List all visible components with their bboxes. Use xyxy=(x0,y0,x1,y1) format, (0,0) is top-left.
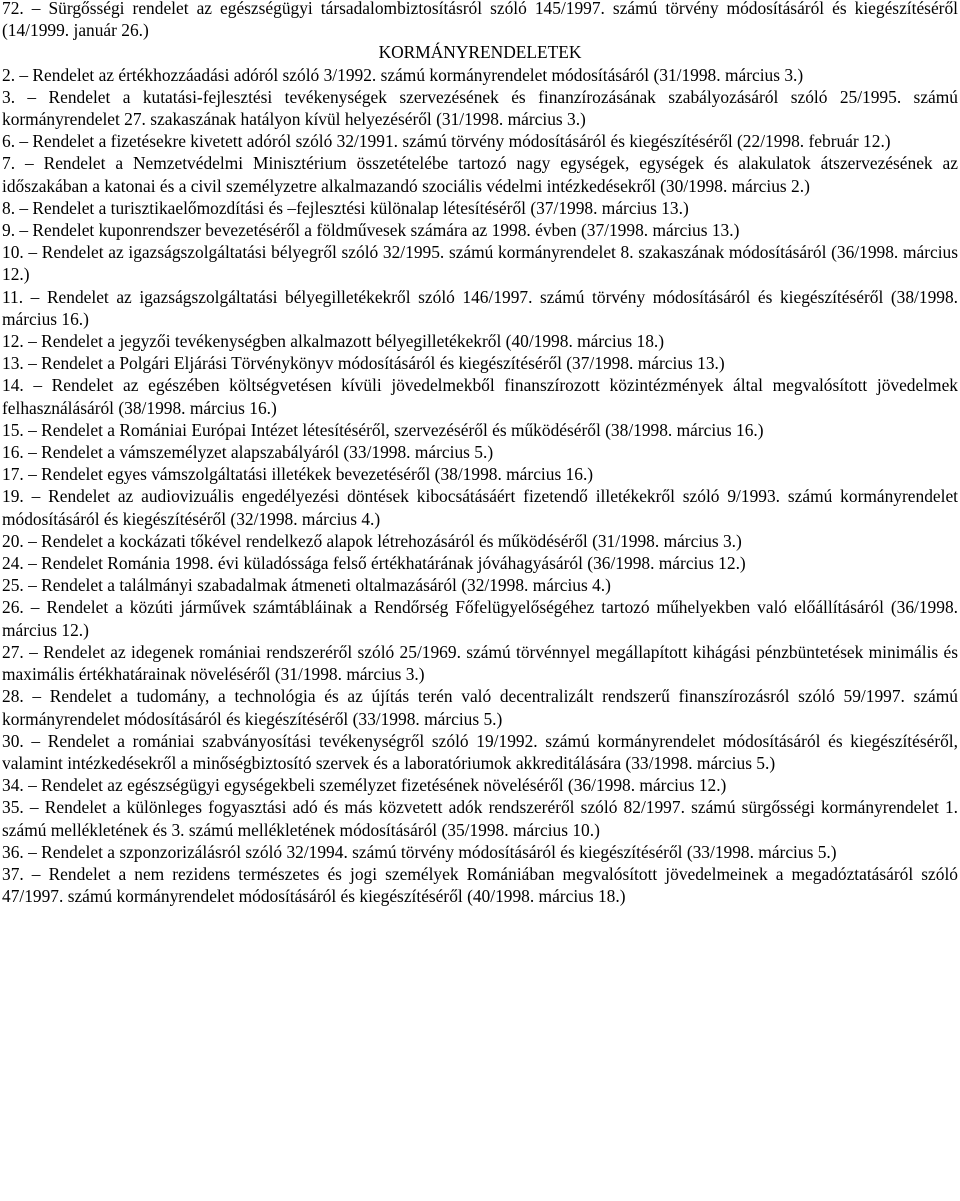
list-item: 26. – Rendelet a közúti járművek számtábláinak a Rendőrség Főfelügyelőségéhez tartozó műhelyekben való előállításáról (36/1998. március 12.) xyxy=(2,597,958,640)
list-item: 14. – Rendelet az egészében költségvetésen kívüli jövedelmekből finanszírozott közintézmények által megvalósított jövedelmek felhasználásáról (38/1998. március 16.) xyxy=(2,375,958,418)
list-item: 20. – Rendelet a kockázati tőkével rendelkező alapok létrehozásáról és működéséről (31/1998. március 3.) xyxy=(2,530,742,551)
list-item: 28. – Rendelet a tudomány, a technológia és az újítás terén való decentralizált rendszerű finanszírozásról szóló 59/1997. számú kormányrendelet módosításáról és kiegészítéséről (33/1998. március 5.) xyxy=(2,686,958,729)
list-item: 2. – Rendelet az értékhozzáadási adóról szóló 3/1992. számú kormányrendelet módosításáról (31/1998. március 3.) xyxy=(2,64,804,85)
list-item: 17. – Rendelet egyes vámszolgáltatási illetékek bevezetéséről (38/1998. március 16.) xyxy=(2,464,594,485)
list-item: 36. – Rendelet a szponzorizálásról szóló 32/1994. számú törvény módosításáról és kiegészítéséről (33/1998. március 5.) xyxy=(2,841,837,862)
section-heading: KORMÁNYRENDELETEK xyxy=(378,42,582,63)
list-item: 37. – Rendelet a nem rezidens természetes és jogi személyek Romániában megvalósított jövedelmeinek a megadóztatásáról szóló 47/1997. számú kormányrendelet módosításáról és kiegészítéséről (40/1998. március 18.) xyxy=(2,863,958,907)
list-item: 11. – Rendelet az igazságszolgáltatási bélyegilletékekről szóló 146/1997. számú törvény módosításáról és kiegészítéséről (38/1998. március 16.) xyxy=(2,286,958,329)
list-item: 34. – Rendelet az egészségügyi egységekbeli személyzet fizetésének növeléséről (36/1998. március 12.) xyxy=(2,775,727,796)
decree-list xyxy=(2,64,958,908)
list-item: 35. – Rendelet a különleges fogyasztási adó és más közvetett adók rendszeréről szóló 82/1997. számú sürgősségi kormányrendelet 1. számú mellékletének és 3. számú mellékletének módosításáról (35/1998. március 10.) xyxy=(2,797,958,840)
list-item: 13. – Rendelet a Polgári Eljárási Törvénykönyv módosításáról és kiegészítéséről (37/1998. március 13.) xyxy=(2,353,725,374)
list-item: 19. – Rendelet az audiovizuális engedélyezési döntések kibocsátásáért fizetendő illetékekről szóló 9/1993. számú kormányrendelet módosításáról és kiegészítéséről (32/1998. március 4.) xyxy=(2,486,958,529)
list-item: 6. – Rendelet a fizetésekre kivetett adóról szóló 32/1991. számú törvény módosításáról és kiegészítéséről (22/1998. február 12.) xyxy=(2,131,891,152)
list-item: 10. – Rendelet az igazságszolgáltatási bélyegről szóló 32/1995. számú kormányrendelet 8. szakaszának módosításáról (36/1998. március 12.) xyxy=(2,242,958,285)
list-item: 8. – Rendelet a turisztikaelőmozdítási és –fejlesztési különalap létesítéséről (37/1998. március 13.) xyxy=(2,197,689,218)
list-item: 24. – Rendelet Románia 1998. évi küladóssága felső értékhatárának jóváhagyásáról (36/1998. március 12.) xyxy=(2,553,746,574)
list-item: 25. – Rendelet a találmányi szabadalmak átmeneti oltalmazásáról (32/1998. március 4.) xyxy=(2,575,611,596)
list-item: 27. – Rendelet az idegenek romániai rendszeréről szóló 25/1969. számú törvénnyel megállapított kihágási pénzbüntetések minimális és maximális értékhatárainak növeléséről (31/1998. március 3.) xyxy=(2,641,958,685)
list-item: 30. – Rendelet a romániai szabványosítási tevékenységről szóló 19/1992. számú kormányrendelet módosításáról és kiegészítéséről, valamint intézkedésekről a minőségbiztosító szervek és a laboratóriumok akkreditálására (33/1998. március 5.) xyxy=(2,730,958,773)
list-item: 16. – Rendelet a vámszemélyzet alapszabályáról (33/1998. március 5.) xyxy=(2,442,494,463)
list-item: 15. – Rendelet a Romániai Európai Intézet létesítéséről, szervezéséről és működéséről (38/1998. március 16.) xyxy=(2,419,764,440)
list-item: 3. – Rendelet a kutatási-fejlesztési tevékenységek szervezésének és finanzírozásának szabályozásáról szóló 25/1995. számú kormányrendelet 27. szakaszának hatályon kívül helyezéséről (31/1998. március 3.) xyxy=(2,86,958,130)
document-page xyxy=(2,0,958,907)
list-item: 12. – Rendelet a jegyzői tevékenységben alkalmazott bélyegilletékekről (40/1998. március 18.) xyxy=(2,331,665,352)
list-item: 7. – Rendelet a Nemzetvédelmi Minisztérium összetételébe tartozó nagy egységek, egységek és alakulatok átszervezésének az időszakában a katonai és a civil személyzetre alkalmazandó szociális védelmi intézkedésekről (30/1998. március 2.) xyxy=(2,153,958,196)
list-item: 9. – Rendelet kuponrendszer bevezetéséről a földművesek számára az 1998. évben (37/1998. március 13.) xyxy=(2,220,740,241)
list-item-top: 72. – Sürgősségi rendelet az egészségügyi társadalombiztosításról szóló 145/1997. számú törvény módosításáról és kiegészítéséről (14/1999. január 26.) xyxy=(2,0,958,41)
